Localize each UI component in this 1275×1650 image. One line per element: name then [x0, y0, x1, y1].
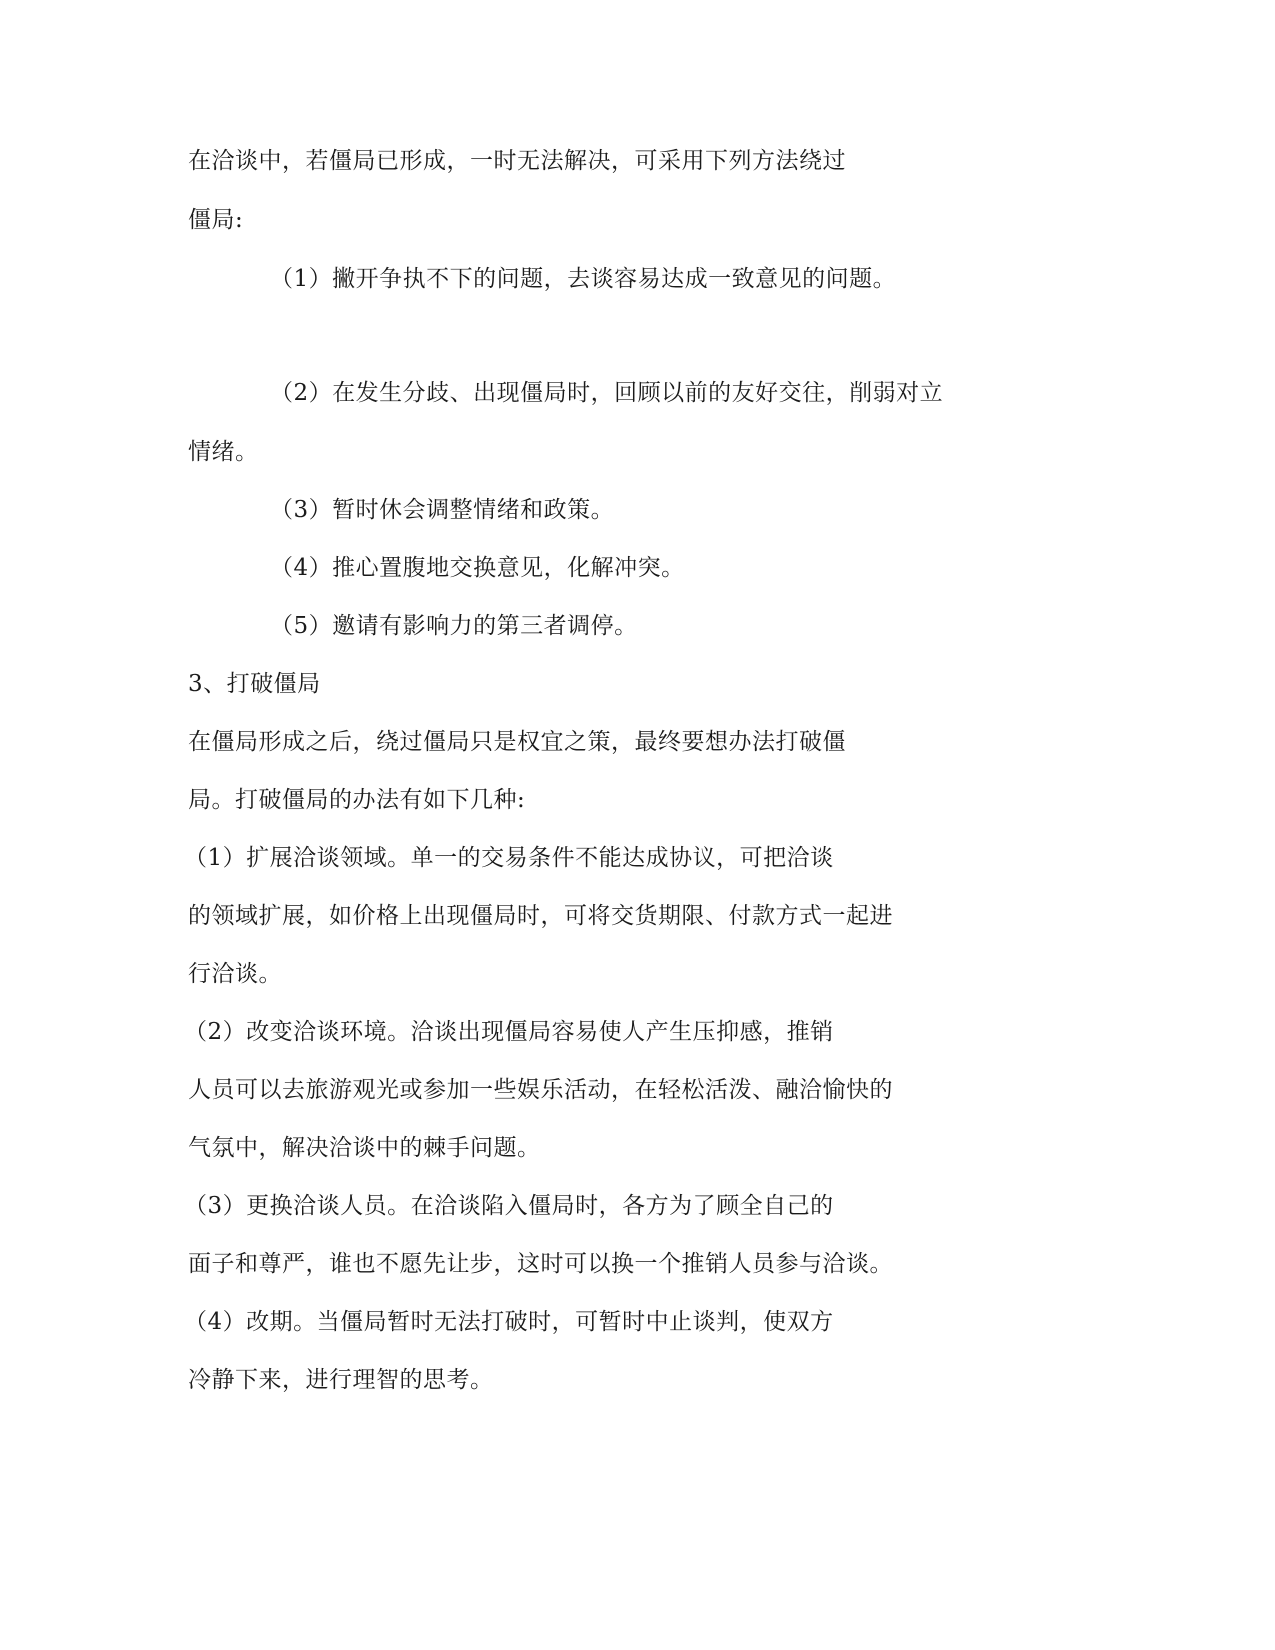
paragraph-line: 局。打破僵局的办法有如下几种:	[188, 787, 526, 813]
list-item: （4）推心置腹地交换意见，化解冲突。	[270, 555, 685, 581]
paragraph-line: 在僵局形成之后，绕过僵局只是权宜之策，最终要想办法打破僵	[188, 729, 846, 755]
list-item: （1）扩展洽谈领域。单一的交易条件不能达成协议，可把洽谈	[184, 845, 834, 871]
paragraph-line: 冷静下来，进行理智的思考。	[188, 1367, 494, 1393]
paragraph-line: 的领域扩展，如价格上出现僵局时，可将交货期限、付款方式一起进	[188, 903, 893, 929]
section-heading: 3、打破僵局	[188, 671, 321, 697]
paragraph-line: 气氛中，解决洽谈中的棘手问题。	[188, 1135, 541, 1161]
paragraph-line: 人员可以去旅游观光或参加一些娱乐活动，在轻松活泼、融洽愉快的	[188, 1077, 893, 1103]
paragraph-line: 面子和尊严，谁也不愿先让步，这时可以换一个推销人员参与洽谈。	[188, 1251, 893, 1277]
paragraph-line: 情绪。	[188, 439, 259, 465]
paragraph-line: 在洽谈中，若僵局已形成，一时无法解决，可采用下列方法绕过	[188, 148, 846, 174]
list-item: （3）暂时休会调整情绪和政策。	[270, 497, 615, 523]
list-item: （2）在发生分歧、出现僵局时，回顾以前的友好交往，削弱对立	[270, 380, 944, 406]
list-item: （3）更换洽谈人员。在洽谈陷入僵局时，各方为了顾全自己的	[184, 1193, 834, 1219]
list-item: （2）改变洽谈环境。洽谈出现僵局容易使人产生压抑感，推销	[184, 1019, 834, 1045]
list-item: （1）撇开争执不下的问题，去谈容易达成一致意见的问题。	[270, 266, 897, 292]
paragraph-line: 行洽谈。	[188, 961, 282, 987]
list-item: （4）改期。当僵局暂时无法打破时，可暂时中止谈判，使双方	[184, 1309, 834, 1335]
paragraph-line: 僵局:	[188, 207, 244, 233]
list-item: （5）邀请有影响力的第三者调停。	[270, 613, 638, 639]
